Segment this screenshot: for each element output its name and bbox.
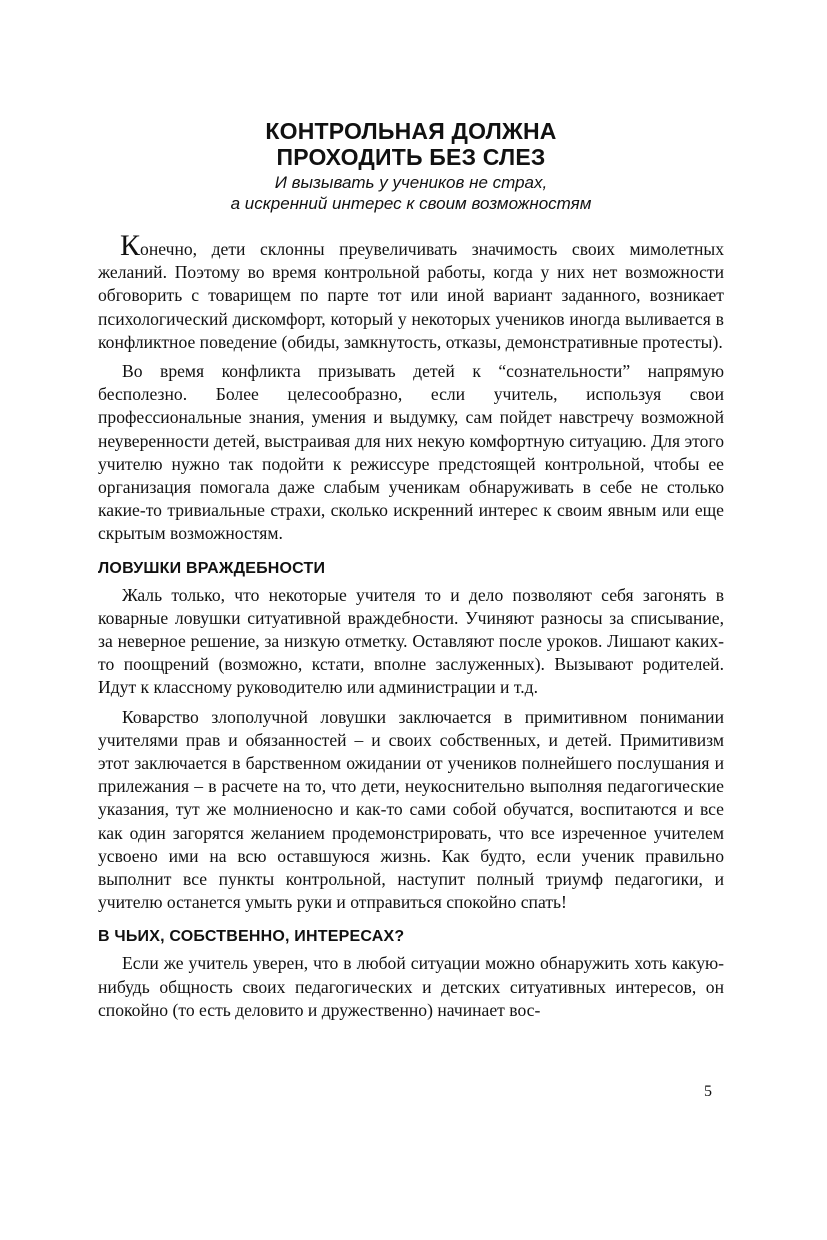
article-body [98, 229, 724, 1022]
article-subtitle [98, 172, 724, 214]
intro-paragraph-1-text: онечно, дети склонны преувеличивать значимость своих мимолетных желаний. Поэтому во время контрольной работы, когда у них нет возможности обговорить с товарищем по парте тот или иной вариант заданного, возникает психологический дискомфорт, который у некоторых учеников иногда выливается в конфликтное поведение (обиды, замкнутость, отказы, демонстративные протесты). [98, 239, 724, 352]
traps-paragraph-2: Коварство злополучной ловушки заключается в примитивном понимании учителями прав и обязанностей – и своих собственных, и детей. Примитивизм этот заключается в барственном ожидании от учеников полнейшего послушания и прилежания – в расчете на то, что дети, неукоснительно выполняя педагогические указания, тут же молниеносно и как-то сами собой обучатся, воспитаются и все как один загорятся желанием продемонстрировать, что все изреченное учителем усвоено ими на всю оставшуюся жизнь. Как будто, если ученик правильно выполнит все пункты контрольной, наступит полный триумф педагогики, и учителю останется умыть руки и отправиться спокойно спать! [98, 706, 724, 913]
intro-paragraph-1 [98, 229, 724, 354]
page-number: 5 [704, 1083, 712, 1100]
title-line-2: ПРОХОДИТЬ БЕЗ СЛЕЗ [276, 144, 546, 170]
section-heading-traps: ЛОВУШКИ ВРАЖДЕБНОСТИ [98, 559, 326, 577]
interests-paragraph-1: Если же учитель уверен, что в любой ситуации можно обнаружить хоть какую-нибудь общность своих педагогических и детских ситуативных интересов, он спокойно (то есть деловито и дружественно) начинает вос- [98, 953, 724, 1020]
article-title [98, 118, 724, 170]
traps-paragraph-1: Жаль только, что некоторые учителя то и дело позволяют себя загонять в коварные ловушки ситуативной враждебности. Учиняют разносы за списывание, за неверное решение, за низкую отметку. Оставляют после уроков. Лишают каких-то поощрений (возможно, кстати, вполне заслуженных). Вызывают родителей. Идут к классному руководителю или администрации и т.д. [98, 584, 724, 698]
title-line-1: КОНТРОЛЬНАЯ ДОЛЖНА [265, 118, 557, 144]
intro-paragraph-2: Во время конфликта призывать детей к “сознательности” напрямую бесполезно. Более целесообразно, если учитель, используя свои профессиональные знания, умения и выдумку, сам пойдет навстречу возможной неуверенности детей, выстраивая для них некую комфортную ситуацию. Для этого учителю нужно так подойти к режиссуре предстоящей контрольной, чтобы ее организация помогала даже слабым ученикам обнаруживать в себе не столько какие-то тривиальные страхи, сколько искренний интерес к своим явным или еще скрытым возможностям. [98, 361, 724, 544]
subtitle-line-1: И вызывать у учеников не страх, [274, 173, 548, 192]
section-heading-interests: В ЧЬИХ, СОБСТВЕННО, ИНТЕРЕСАХ? [98, 928, 405, 946]
drop-cap: К [120, 229, 141, 262]
subtitle-line-2: а искренний интерес к своим возможностям [230, 194, 592, 213]
page-content [98, 118, 724, 1028]
